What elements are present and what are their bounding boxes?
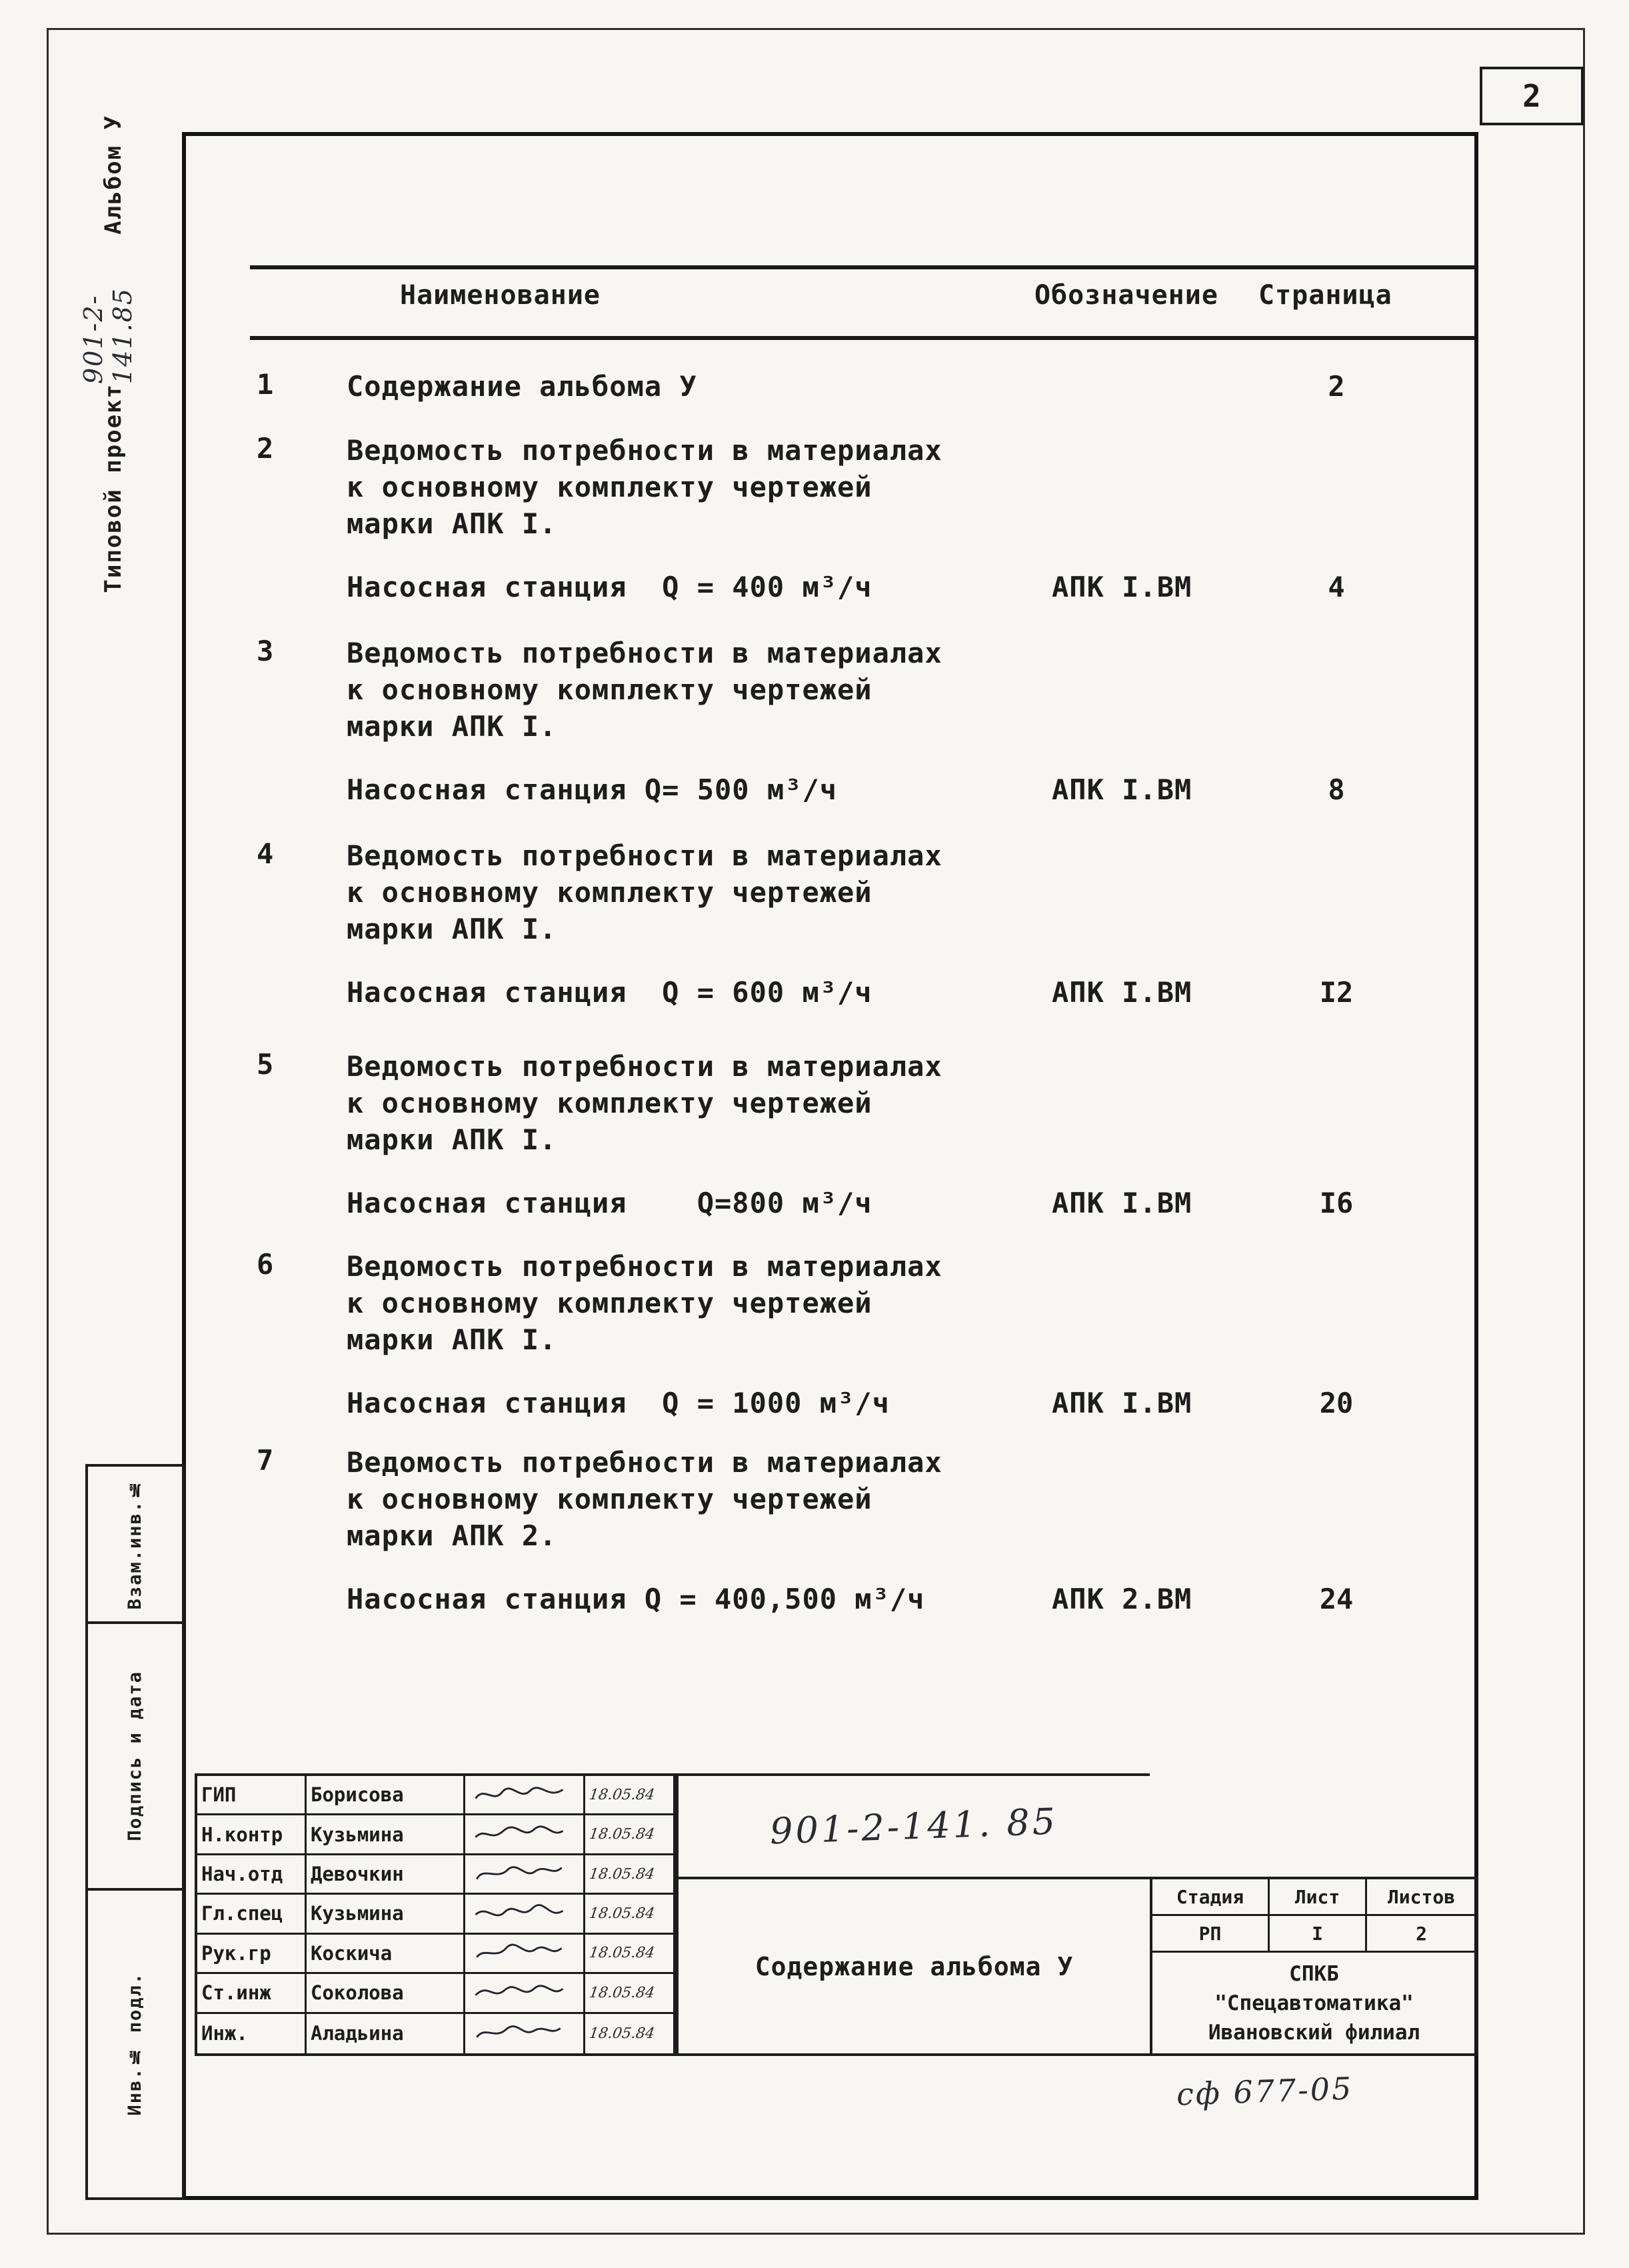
signature-name: Кузьмина — [307, 1895, 465, 1934]
signature-role: ГИП — [197, 1776, 307, 1815]
toc-item-final-line: Насосная станция Q=800 м³/ч — [347, 1187, 872, 1219]
toc-item-page: I2 — [1319, 976, 1354, 1009]
sheet-value: I — [1270, 1916, 1367, 1953]
toc-item-title-line: марки АПК I. — [347, 913, 557, 945]
organization-line: "Спецавтоматика" — [1214, 1991, 1414, 2015]
signature-name: Борисова — [307, 1776, 465, 1815]
project-label-wrap — [97, 373, 129, 603]
organization-cell — [1152, 1953, 1476, 2053]
signature-scribble-icon — [469, 1782, 569, 1807]
toc-item-title-line: к основному комплекту чертежей — [347, 876, 872, 909]
signature-role: Рук.гр — [197, 1935, 307, 1974]
project-label: Типовой проект — [100, 383, 127, 593]
left-margin-strip — [85, 1464, 185, 2200]
signature-scribble-icon — [469, 2021, 569, 2046]
signature-name: Девочкин — [307, 1855, 465, 1895]
document-number-handwritten: 901-2-141. 85 — [769, 1800, 1059, 1853]
signature-scribble-icon — [469, 1822, 569, 1847]
project-number-wrap — [79, 217, 137, 384]
strip-box-vzam-label: Взам.инв.№ — [125, 1478, 145, 1610]
signature-date: 18.05.84 — [585, 1935, 673, 1974]
toc-item-final-line: Насосная станция Q = 1000 м³/ч — [347, 1387, 890, 1419]
toc-item-title-line: Ведомость потребности в материалах — [347, 637, 942, 669]
sheet-number: 2 — [1522, 78, 1541, 114]
toc-item-page: 24 — [1319, 1583, 1354, 1615]
project-number-handwritten: 901-2-141.85 — [79, 287, 137, 384]
titleblock-center — [676, 1773, 1150, 2056]
toc-item-title-line: марки АПК I. — [347, 1323, 557, 1356]
strip-box-vzam — [88, 1467, 182, 1624]
document-title-area — [679, 1879, 1150, 2053]
signature-cell — [465, 1855, 585, 1895]
toc-item-designation: АПК I.ВМ — [1052, 571, 1192, 603]
stage-value: РП — [1152, 1916, 1270, 1953]
signature-date: 18.05.84 — [585, 1815, 673, 1855]
toc-item-number: 5 — [257, 1048, 274, 1081]
toc-item-page: 8 — [1328, 773, 1345, 806]
signature-date: 18.05.84 — [588, 2025, 656, 2042]
signature-scribble-icon — [469, 1861, 569, 1887]
toc-header-name: Наименование — [400, 280, 601, 311]
signature-role: Нач.отд — [197, 1855, 307, 1895]
toc-item-title-line: к основному комплекту чертежей — [347, 1483, 872, 1515]
toc-item-title-line: Ведомость потребности в материалах — [347, 1446, 942, 1479]
document-title: Содержание альбома У — [755, 1951, 1074, 1981]
signature-cell — [465, 2014, 585, 2053]
titleblock-stage — [1150, 1877, 1478, 2056]
toc-item-designation: АПК I.ВМ — [1052, 1187, 1192, 1219]
signature-cell — [465, 1974, 585, 2013]
sheet-number-box — [1480, 67, 1584, 125]
organization-line: Ивановский филиал — [1208, 2020, 1420, 2045]
toc-item-number: 2 — [257, 432, 274, 465]
signature-role: Гл.спец — [197, 1895, 307, 1934]
signature-name: Коскича — [307, 1935, 465, 1974]
album-label-wrap — [97, 115, 129, 235]
signature-role: Инж. — [197, 2014, 307, 2053]
stage-header-row — [1152, 1879, 1476, 1916]
signature-role: Ст.инж — [197, 1974, 307, 2013]
signature-cell — [465, 1815, 585, 1855]
signature-cell — [465, 1895, 585, 1934]
footer-code-handwritten: сф 677-05 — [1176, 2070, 1354, 2113]
toc-item-final-line: Насосная станция Q = 400,500 м³/ч — [347, 1583, 925, 1615]
sheets-value: 2 — [1367, 1916, 1476, 1953]
toc-item-number: 6 — [257, 1248, 274, 1281]
toc-item-designation: АПК 2.ВМ — [1052, 1583, 1192, 1615]
document-number-area — [679, 1776, 1150, 1877]
toc-item-title-line: марки АПК I. — [347, 710, 557, 743]
signature-name: Кузьмина — [307, 1815, 465, 1855]
toc-item-title-line: марки АПК I. — [347, 1123, 557, 1156]
sheets-header: Листов — [1367, 1879, 1476, 1916]
signature-date: 18.05.84 — [585, 1855, 673, 1895]
toc-item-title-line: к основному комплекту чертежей — [347, 1087, 872, 1119]
toc-item-title-line: Ведомость потребности в материалах — [347, 839, 942, 872]
toc-header-page: Страница — [1258, 280, 1392, 311]
toc-item-number: 4 — [257, 837, 274, 870]
signature-date: 18.05.84 — [585, 1974, 673, 2013]
toc-item-designation: АПК I.ВМ — [1052, 1387, 1192, 1419]
toc-item-page: 4 — [1328, 571, 1345, 603]
toc-item-final-line: Насосная станция Q = 400 м³/ч — [347, 571, 872, 603]
stage-header: Стадия — [1152, 1879, 1270, 1916]
signature-table — [195, 1773, 676, 2056]
toc-item-title-line: марки АПК I. — [347, 507, 557, 540]
signature-cell — [465, 1776, 585, 1815]
strip-box-podpis — [88, 1624, 182, 1891]
sheet-header: Лист — [1270, 1879, 1367, 1916]
stage-value-row — [1152, 1916, 1476, 1953]
toc-item-page: 20 — [1319, 1387, 1354, 1419]
strip-box-podpis-label: Подпись и дата — [125, 1671, 145, 1841]
signature-name: Соколова — [307, 1974, 465, 2013]
toc-top-rule — [250, 265, 1474, 269]
strip-box-inv — [88, 1891, 182, 2197]
toc-item-final-line: Насосная станция Q= 500 м³/ч — [347, 773, 838, 806]
toc-item-designation: АПК I.ВМ — [1052, 976, 1192, 1009]
toc-item-title-line: Ведомость потребности в материалах — [347, 1250, 942, 1283]
toc-item-number: 7 — [257, 1444, 274, 1477]
toc-item-title-line: марки АПК 2. — [347, 1519, 557, 1552]
toc-item-title-line: к основному комплекту чертежей — [347, 1287, 872, 1319]
toc-header-designation: Обозначение — [1034, 280, 1218, 311]
signature-role: Н.контр — [197, 1815, 307, 1855]
signature-scribble-icon — [469, 1980, 569, 2005]
signature-cell — [465, 1935, 585, 1974]
signature-scribble-icon — [469, 1901, 569, 1926]
toc-item-designation: АПК I.ВМ — [1052, 773, 1192, 806]
toc-item-page: I6 — [1319, 1187, 1354, 1219]
toc-item-title: Содержание альбома У — [347, 370, 697, 403]
toc-item-title-line: к основному комплекту чертежей — [347, 673, 872, 706]
toc-item-title-line: к основному комплекту чертежей — [347, 471, 872, 503]
album-label: Альбом У — [100, 115, 127, 235]
toc-item-page: 2 — [1328, 370, 1345, 403]
organization-line: СПКБ — [1289, 1961, 1339, 1986]
signature-scribble-icon — [469, 1941, 569, 1966]
strip-box-inv-label: Инв.№ подл. — [125, 1972, 145, 2116]
toc-item-number: 3 — [257, 635, 274, 667]
toc-item-title-line: Ведомость потребности в материалах — [347, 434, 942, 467]
signature-date: 18.05.84 — [585, 1895, 673, 1934]
toc-header-rule — [250, 336, 1474, 340]
toc-item-number: 1 — [257, 368, 274, 401]
toc-item-title-line: Ведомость потребности в материалах — [347, 1050, 942, 1083]
toc-item-final-line: Насосная станция Q = 600 м³/ч — [347, 976, 872, 1009]
signature-date: 18.05.84 — [585, 1776, 673, 1815]
signature-name: Аладьина — [307, 2014, 465, 2053]
